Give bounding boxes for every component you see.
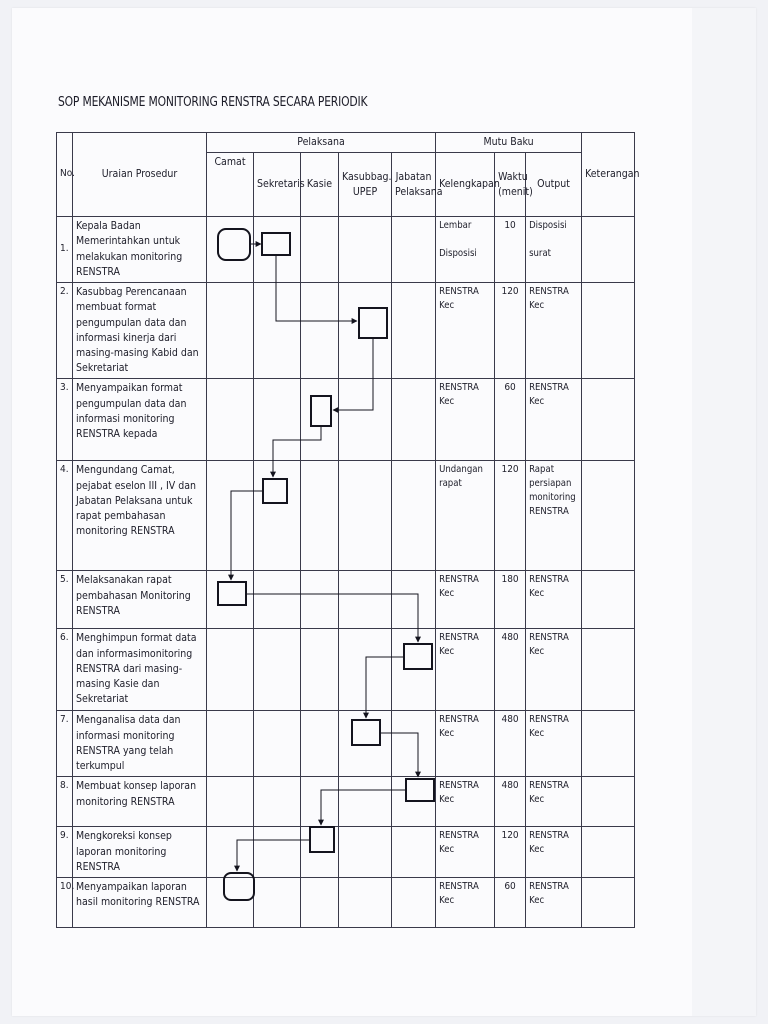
header-pelaksana: Pelaksana — [207, 133, 436, 153]
row-number: 6. — [57, 629, 73, 711]
row-kelengkapan: RENSTRA Kec — [436, 827, 495, 878]
row-waktu: 60 — [495, 379, 526, 461]
header-waktu: Waktu (menit) — [495, 153, 526, 217]
table-row — [57, 629, 635, 711]
row-procedure: Menyampaikan laporan hasil monitoring RENSTRA — [73, 877, 207, 927]
page-edge — [692, 8, 756, 1016]
table-row — [57, 711, 635, 777]
row-waktu: 480 — [495, 711, 526, 777]
table-row — [57, 217, 635, 283]
row-number: 3. — [57, 379, 73, 461]
row-kelengkapan: RENSTRA Kec — [436, 283, 495, 379]
row-waktu: 480 — [495, 629, 526, 711]
header-output: Output — [526, 153, 582, 217]
row-procedure: Mengkoreksi konsep laporan monitoring RENSTRA — [73, 827, 207, 878]
header-sekretaris: Sekretaris — [254, 153, 301, 217]
row-procedure: Menyampaikan format pengumpulan data dan informasi monitoring RENSTRA kepada — [73, 379, 207, 461]
header-keterangan: Keterangan — [582, 133, 635, 217]
row-procedure: Menganalisa data dan informasi monitoring RENSTRA yang telah terkumpul — [73, 711, 207, 777]
row-number: 10. — [57, 877, 73, 927]
sop-table — [56, 132, 640, 928]
header-mutu-baku: Mutu Baku — [436, 133, 582, 153]
row-procedure: Membuat konsep laporan monitoring RENSTRA — [73, 777, 207, 827]
row-output: Disposisi surat — [526, 217, 582, 283]
table-row — [57, 877, 635, 927]
row-kelengkapan: RENSTRA Kec — [436, 711, 495, 777]
row-kelengkapan: Lembar Disposisi — [436, 217, 495, 283]
table-row — [57, 571, 635, 629]
row-waktu: 180 — [495, 571, 526, 629]
document-title: SOP MEKANISME MONITORING RENSTRA SECARA PERIODIK — [58, 95, 368, 110]
row-number: 5. — [57, 571, 73, 629]
row-output: RENSTRA Kec — [526, 283, 582, 379]
table-row — [57, 283, 635, 379]
row-procedure: Melaksanakan rapat pembahasan Monitoring RENSTRA — [73, 571, 207, 629]
row-output: RENSTRA Kec — [526, 777, 582, 827]
header-uraian: Uraian Prosedur — [73, 133, 207, 217]
row-number: 7. — [57, 711, 73, 777]
header-row-1 — [57, 133, 635, 153]
header-kasubbag: Kasubbag. UPEP — [339, 153, 392, 217]
row-waktu: 120 — [495, 827, 526, 878]
row-kelengkapan: RENSTRA Kec — [436, 877, 495, 927]
row-output: RENSTRA Kec — [526, 877, 582, 927]
header-kelengkapan: Kelengkapan — [436, 153, 495, 217]
row-number: 8. — [57, 777, 73, 827]
row-number: 2. — [57, 283, 73, 379]
table-row — [57, 461, 635, 571]
row-kelengkapan: RENSTRA Kec — [436, 571, 495, 629]
row-output: RENSTRA Kec — [526, 711, 582, 777]
row-waktu: 10 — [495, 217, 526, 283]
row-waktu: 120 — [495, 461, 526, 571]
row-number: 1. — [57, 217, 73, 283]
table-row — [57, 379, 635, 461]
table-row — [57, 777, 635, 827]
table-row — [57, 827, 635, 878]
row-number: 9. — [57, 827, 73, 878]
row-waktu: 60 — [495, 877, 526, 927]
row-kelengkapan: RENSTRA Kec — [436, 777, 495, 827]
header-camat: Camat — [207, 153, 254, 217]
row-waktu: 120 — [495, 283, 526, 379]
row-procedure: Mengundang Camat, pejabat eselon III , IV dan Jabatan Pelaksana untuk rapat pembahasan monitoring RENSTRA — [73, 461, 207, 571]
row-kelengkapan: RENSTRA Kec — [436, 629, 495, 711]
row-output: RENSTRA Kec — [526, 827, 582, 878]
row-procedure: Kepala Badan Memerintahkan untuk melakukan monitoring RENSTRA — [73, 217, 207, 283]
row-kelengkapan: Undangan rapat — [436, 461, 495, 571]
header-jabatan: Jabatan Pelaksana — [392, 153, 436, 217]
row-waktu: 480 — [495, 777, 526, 827]
row-procedure: Menghimpun format data dan informasimonitoring RENSTRA dari masing-masing Kasie dan Sekretariat — [73, 629, 207, 711]
row-output: Rapat persiapan monitoring RENSTRA — [526, 461, 582, 571]
header-kasie: Kasie — [301, 153, 339, 217]
row-procedure: Kasubbag Perencanaan membuat format pengumpulan data dan informasi kinerja dari masing-masing Kabid dan Sekretariat — [73, 283, 207, 379]
header-no: No. — [57, 133, 73, 217]
row-output: RENSTRA Kec — [526, 379, 582, 461]
row-number: 4. — [57, 461, 73, 571]
row-kelengkapan: RENSTRA Kec — [436, 379, 495, 461]
row-output: RENSTRA Kec — [526, 629, 582, 711]
row-output: RENSTRA Kec — [526, 571, 582, 629]
